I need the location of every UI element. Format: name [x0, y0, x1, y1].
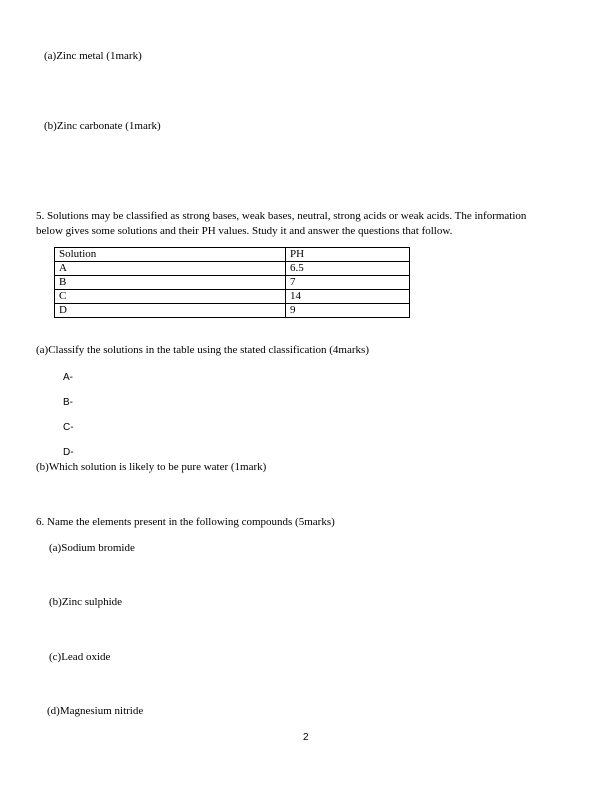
cell: D [55, 304, 286, 318]
q6-stem: 6. Name the elements present in the following compounds (5marks) [36, 516, 335, 528]
cell: 7 [286, 276, 410, 290]
q5a-text: (a)Classify the solutions in the table using the stated classification (4marks) [36, 344, 369, 356]
table-header-row [55, 248, 410, 262]
cell: 6.5 [286, 262, 410, 276]
answer-b: B- [63, 397, 73, 408]
answer-d: D- [63, 447, 74, 458]
q6b-text: (b)Zinc sulphide [49, 596, 123, 608]
page-number: 2 [303, 732, 309, 743]
q6d-text: (d)Magnesium nitride [47, 705, 144, 717]
cell: A [55, 262, 286, 276]
answer-c: C- [63, 422, 74, 433]
answer-a: A- [63, 372, 73, 383]
q4b-text: (b)Zinc carbonate (1mark) [44, 120, 161, 132]
cell: 14 [286, 290, 410, 304]
q5-intro-line2: below gives some solutions and their PH values. Study it and answer the questions that follow. [36, 225, 453, 237]
q5-intro-line1: 5. Solutions may be classified as strong bases, weak bases, neutral, strong acids or weak acids. The information [36, 210, 527, 222]
table-row [55, 276, 410, 290]
q6a-text: (a)Sodium bromide [49, 542, 135, 554]
cell: C [55, 290, 286, 304]
header-solution: Solution [55, 248, 286, 262]
table-row [55, 262, 410, 276]
q4a-text: (a)Zinc metal (1mark) [44, 50, 142, 62]
q6c-text: (c)Lead oxide [49, 651, 111, 663]
ph-table [54, 247, 410, 318]
q5b-text: (b)Which solution is likely to be pure water (1mark) [36, 461, 267, 473]
table-row [55, 290, 410, 304]
cell: 9 [286, 304, 410, 318]
header-ph: PH [286, 248, 410, 262]
cell: B [55, 276, 286, 290]
table-row [55, 304, 410, 318]
